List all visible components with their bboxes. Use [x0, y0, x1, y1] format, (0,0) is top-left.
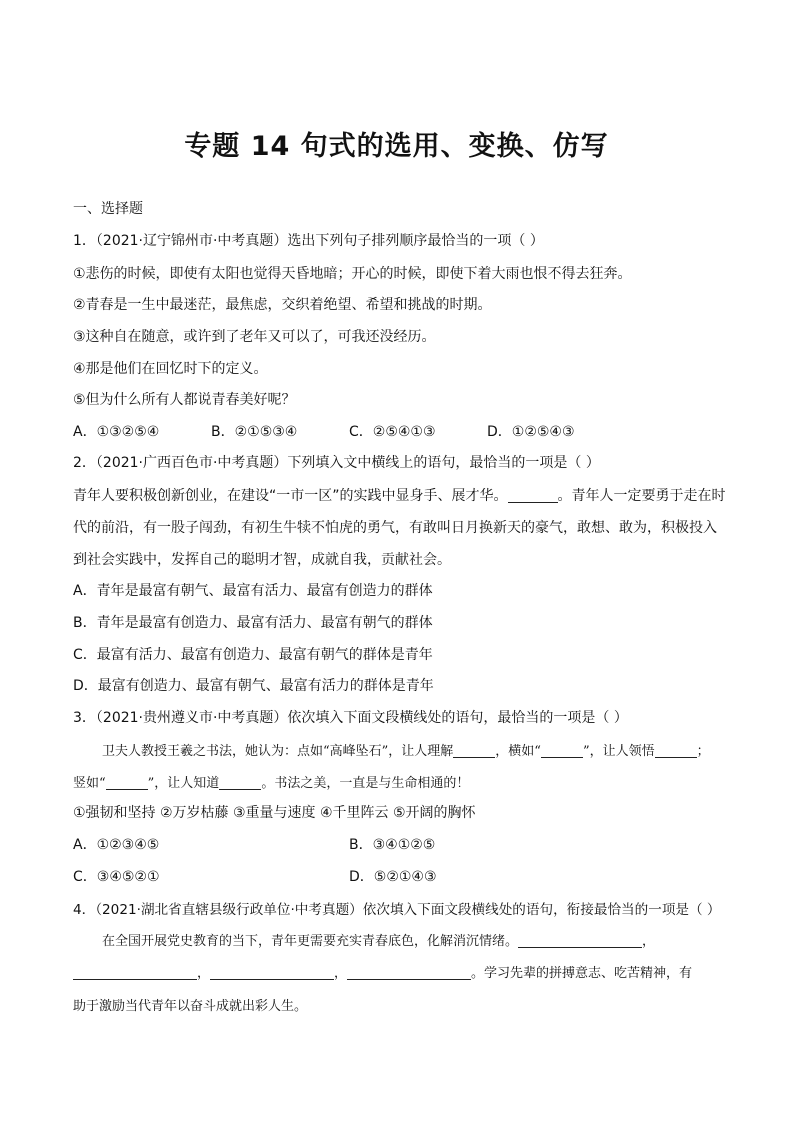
q2-passage-line-2: 代的前沿，有一股子闯劲，有初生牛犊不怕虎的勇气，有敢叫日月换新天的豪气，敢想、敢为，积极投入: [73, 520, 717, 536]
q3-passage-text: ；: [696, 744, 710, 759]
q2-passage-line-3: 到社会实践中，发挥自己的聪明才智，成就自我，贡献社会。: [73, 552, 451, 568]
q4-passage-line-1: [102, 930, 655, 949]
q4-stem: 4．（2021·湖北省直辖县级行政单位·中考真题）依次填入下面文段横线处的语句，衔接最恰当的一项是（ ）: [73, 902, 721, 918]
q2-passage-line-1: [73, 485, 726, 505]
q4-separator: ，: [197, 966, 211, 981]
q3-passage-text: 。书法之美，一直是与生命相通的！: [261, 776, 470, 791]
q1-stem: 1．（2021·辽宁锦州市·中考真题）选出下列句子排列顺序最恰当的一项（ ）: [73, 233, 544, 249]
q3-options-row-2: [73, 866, 437, 886]
q4-blank: [518, 933, 642, 948]
q4-passage-text: 。学习先辈的拼搏意志、吃苦精神，有: [471, 966, 693, 981]
q2-option-b[interactable]: B．青年是最富有创造力、最富有活力、最富有朝气的群体: [73, 615, 433, 631]
q2-blank: [508, 488, 558, 503]
q3-option-c[interactable]: C．③④⑤②①: [73, 869, 160, 885]
q2-option-c[interactable]: C．最富有活力、最富有创造力、最富有朝气的群体是青年: [73, 647, 433, 663]
q3-passage-line-2: [73, 772, 469, 791]
q4-blank: [210, 965, 334, 980]
q2-passage-text: 青年人要积极创新创业，在建设“一市一区”的实践中显身手、展才华。: [73, 488, 508, 504]
q3-option-d[interactable]: D．⑤②①④③: [349, 869, 437, 885]
q4-passage-line-3: 助于激励当代青年以奋斗成就出彩人生。: [73, 999, 308, 1014]
q3-choice-items: ①强韧和坚持 ②万岁枯藤 ③重量与速度 ④千里阵云 ⑤开阔的胸怀: [73, 805, 476, 821]
q3-blank: [106, 775, 148, 790]
q3-passage-text: 竖如“: [73, 776, 106, 791]
q3-option-b[interactable]: B．③④①②⑤: [349, 837, 436, 853]
section-heading: 一、选择题: [73, 201, 143, 217]
q1-sentence-2: ②青春是一生中最迷茫，最焦虑，交织着绝望、希望和挑战的时期。: [73, 297, 492, 313]
q3-passage-line-1: [102, 740, 710, 759]
q1-sentence-4: ④那是他们在回忆时下的定义。: [73, 361, 268, 377]
q3-options-row-1: [73, 834, 435, 854]
q4-blank: [347, 965, 471, 980]
q1-option-d[interactable]: D．①②⑤④③: [487, 424, 575, 440]
q3-stem: 3．（2021·贵州遵义市·中考真题）依次填入下面文段横线处的语句，最恰当的一项是（ ）: [73, 710, 628, 726]
q4-passage-text: 在全国开展党史教育的当下，青年更需要充实青春底色，化解消沉情绪。: [102, 934, 519, 949]
q3-blank: [541, 743, 583, 758]
q3-option-a[interactable]: A．①②③④⑤: [73, 837, 160, 853]
q2-stem: 2．（2021·广西百色市·中考真题）下列填入文中横线上的语句，最恰当的一项是（ ）: [73, 455, 600, 471]
q4-passage-text: ，: [642, 934, 656, 949]
q2-option-d[interactable]: D．最富有创造力、最富有朝气、最富有活力的群体是青年: [73, 678, 434, 694]
q2-passage-text: 。青年人一定要勇于走在时: [557, 488, 726, 504]
q3-blank: [453, 743, 495, 758]
page-title: 专题 14 句式的选用、变换、仿写: [184, 131, 609, 162]
q3-blank: [655, 743, 697, 758]
q3-passage-text: ”，让人知道: [147, 776, 220, 791]
q1-option-c[interactable]: C．②⑤④①③: [349, 424, 436, 440]
q1-sentence-1: ①悲伤的时候，即使有太阳也觉得天昏地暗；开心的时候，即使下着大雨也恨不得去狂奔。: [73, 266, 632, 282]
q1-sentence-5: ⑤但为什么所有人都说青春美好呢？: [73, 392, 296, 408]
q2-option-a[interactable]: A．青年是最富有朝气、最富有活力、最富有创造力的群体: [73, 583, 433, 599]
q3-passage-text: ”，让人领悟: [582, 744, 655, 759]
q4-separator: ，: [334, 966, 348, 981]
q3-passage-text: 卫夫人教授王羲之书法，她认为：点如“高峰坠石”，让人理解: [102, 744, 454, 759]
q1-sentence-3: ③这种自在随意，或许到了老年又可以了，可我还没经历。: [73, 329, 436, 345]
q1-option-a[interactable]: A．①③②⑤④: [73, 424, 160, 440]
q1-option-b[interactable]: B．②①⑤③④: [211, 424, 298, 440]
q4-blank: [73, 965, 197, 980]
q4-passage-line-2: [73, 962, 692, 981]
q3-blank: [219, 775, 261, 790]
q1-options: [73, 421, 575, 441]
q3-passage-text: ，横如“: [495, 744, 541, 759]
